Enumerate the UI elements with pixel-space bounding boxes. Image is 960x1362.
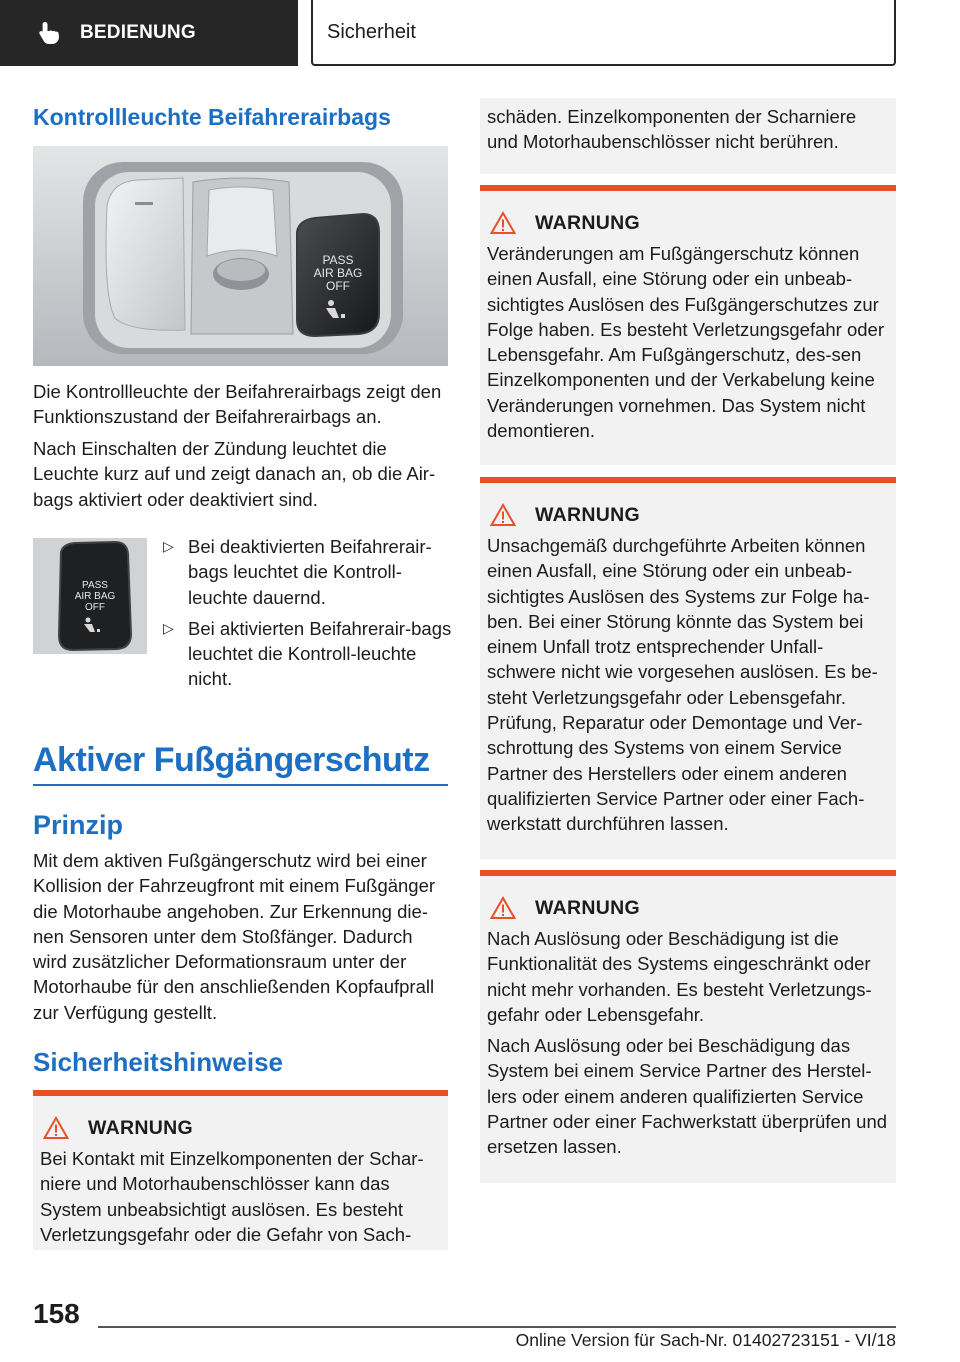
footer-online-version: Online Version für Sach-Nr. 01402723151 - VI/18 xyxy=(515,1330,896,1350)
warning-box-continuation xyxy=(480,98,896,174)
figure-text-airbag: AIR BAG xyxy=(313,266,363,280)
airbag-off-button-photo xyxy=(33,538,147,654)
warning-label: WARNUNG xyxy=(535,896,641,919)
warning-label: WARNUNG xyxy=(88,1116,194,1139)
heading-safety-notes: Sicherheitshinweise xyxy=(33,1047,283,1077)
figure-text-off: OFF xyxy=(326,279,350,293)
paragraph-indicator-ignition: Nach Einschalten der Zündung leuchtet die Leuchte kurz auf und zeigt danach an, ob die Air-bags aktiviert oder deaktiviert sind. xyxy=(33,438,436,510)
chapter-tab[interactable] xyxy=(311,0,896,66)
warning-triangle-icon xyxy=(43,1116,69,1140)
page-number: 158 xyxy=(33,1298,80,1329)
warning-text: Bei Kontakt mit Einzelkomponenten der Schar-niere und Motorhaubenschlösser kann das System unbeabsichtigt auslösen. Es besteht Verletzungsgefahr oder die Gefahr von Sach- xyxy=(40,1148,424,1245)
warning-label: WARNUNG xyxy=(535,211,641,234)
section-tab[interactable] xyxy=(0,0,298,66)
warning-triangle-icon xyxy=(490,896,516,920)
warning-bar xyxy=(480,185,896,191)
warning-bar xyxy=(33,1090,448,1096)
warning-text: Nach Auslösung oder Beschädigung ist die Funktionalität des Systems eingeschränkt oder nicht mehr vorhanden. Es besteht Verletzungs-gefahr oder Lebensgefahr. xyxy=(487,928,872,1025)
section-label: BEDIENUNG xyxy=(80,22,196,43)
paragraph-indicator-desc: Die Kontrollleuchte der Beifahrerairbags zeigt den Funktionszustand der Beifahrerairbags an. xyxy=(33,381,442,428)
warning-box-contact xyxy=(33,1090,448,1250)
indicator-state-list xyxy=(163,534,453,698)
warning-box-modifications xyxy=(480,185,896,465)
triangle-right-icon: ▷ xyxy=(163,538,174,554)
warning-bar xyxy=(480,477,896,483)
figure-text-pass: PASS xyxy=(322,253,354,267)
footer-divider xyxy=(98,1326,896,1328)
small-figure-text-pass: PASS xyxy=(82,580,108,591)
warning-box-after-deployment xyxy=(480,870,896,1183)
warning-text: Unsachgemäß durchgeführte Arbeiten können einen Ausfall, eine Störung oder ein unbeab-sichtigtes Auslösen des Systems zur Folge ha-ben. Bei einer Störung könnte das System bei einem Unfall trotz entsprechender Unfall-schwere nicht wie vorgesehen auslösen. Es be-steht Verletzungsgefahr oder Lebensgefahr. Prüfung, Reparatur oder Demontage und Ver-schrottung des Systems von einem Service Partner des Herstellers oder einem anderen qualifizierten Service Partner oder einer Fach-werkstatt durchführen lassen. xyxy=(487,535,878,835)
list-item-text: Bei aktivierten Beifahrerair-bags leuchtet die Kontroll-leuchte nicht. xyxy=(188,617,452,690)
warning-bar xyxy=(480,870,896,876)
warning-continuation-text: schäden. Einzelkomponenten der Scharniere und Motorhaubenschlösser nicht berühren. xyxy=(487,106,857,153)
warning-box-improper-work xyxy=(480,477,896,859)
heading-principle: Prinzip xyxy=(33,810,124,840)
list-item xyxy=(163,616,453,692)
heading-pedestrian-protection: Aktiver Fußgängerschutz xyxy=(33,741,430,779)
warning-text: Nach Auslösung oder bei Beschädigung das System bei einem Service Partner des Herstel-lers oder einem anderen qualifizierten Service Partner oder einer Fachwerkstatt überprüfen und ersetzen lassen. xyxy=(487,1035,888,1158)
heading-divider xyxy=(33,784,448,786)
warning-text: Veränderungen am Fußgängerschutz können einen Ausfall, eine Störung oder ein unbeab-sichtigtes Auslösen des Fußgängerschutzes zur Folge haben. Es besteht Verletzungsgefahr oder Lebensgefahr. Am Fußgängerschutz, des-sen Einzelkomponenten und der Verkabelung keine Veränderungen vornehmen. Das System nicht demontieren. xyxy=(487,243,884,442)
small-figure-text-airbag: AIR BAG xyxy=(74,591,116,602)
hand-pointer-icon xyxy=(36,20,62,46)
warning-triangle-icon xyxy=(490,503,516,527)
list-item-text: Bei deaktivierten Beifahrerair-bags leuchtet die Kontroll-leuchte dauernd. xyxy=(188,536,432,608)
airbag-indicator-photo xyxy=(33,146,448,366)
paragraph-principle: Mit dem aktiven Fußgängerschutz wird bei einer Kollision der Fahrzeugfront mit einem Fußgänger die Motorhaube angehoben. Zur Erkennung die-nen Sensoren unter dem Stoßfänger. Dadurch wird zusätzlicher Deformationsraum unter der Motorhaube für den anschließenden Kopfaufprall zur Verfügung gestellt. xyxy=(33,850,436,1023)
warning-triangle-icon xyxy=(490,211,516,235)
small-figure-text-off: OFF xyxy=(85,602,105,613)
heading-airbag-indicator: Kontrollleuchte Beifahrerairbags xyxy=(33,104,391,130)
triangle-right-icon: ▷ xyxy=(163,619,174,636)
list-item xyxy=(163,534,453,610)
warning-label: WARNUNG xyxy=(535,503,641,526)
chapter-label: Sicherheit xyxy=(327,20,416,43)
